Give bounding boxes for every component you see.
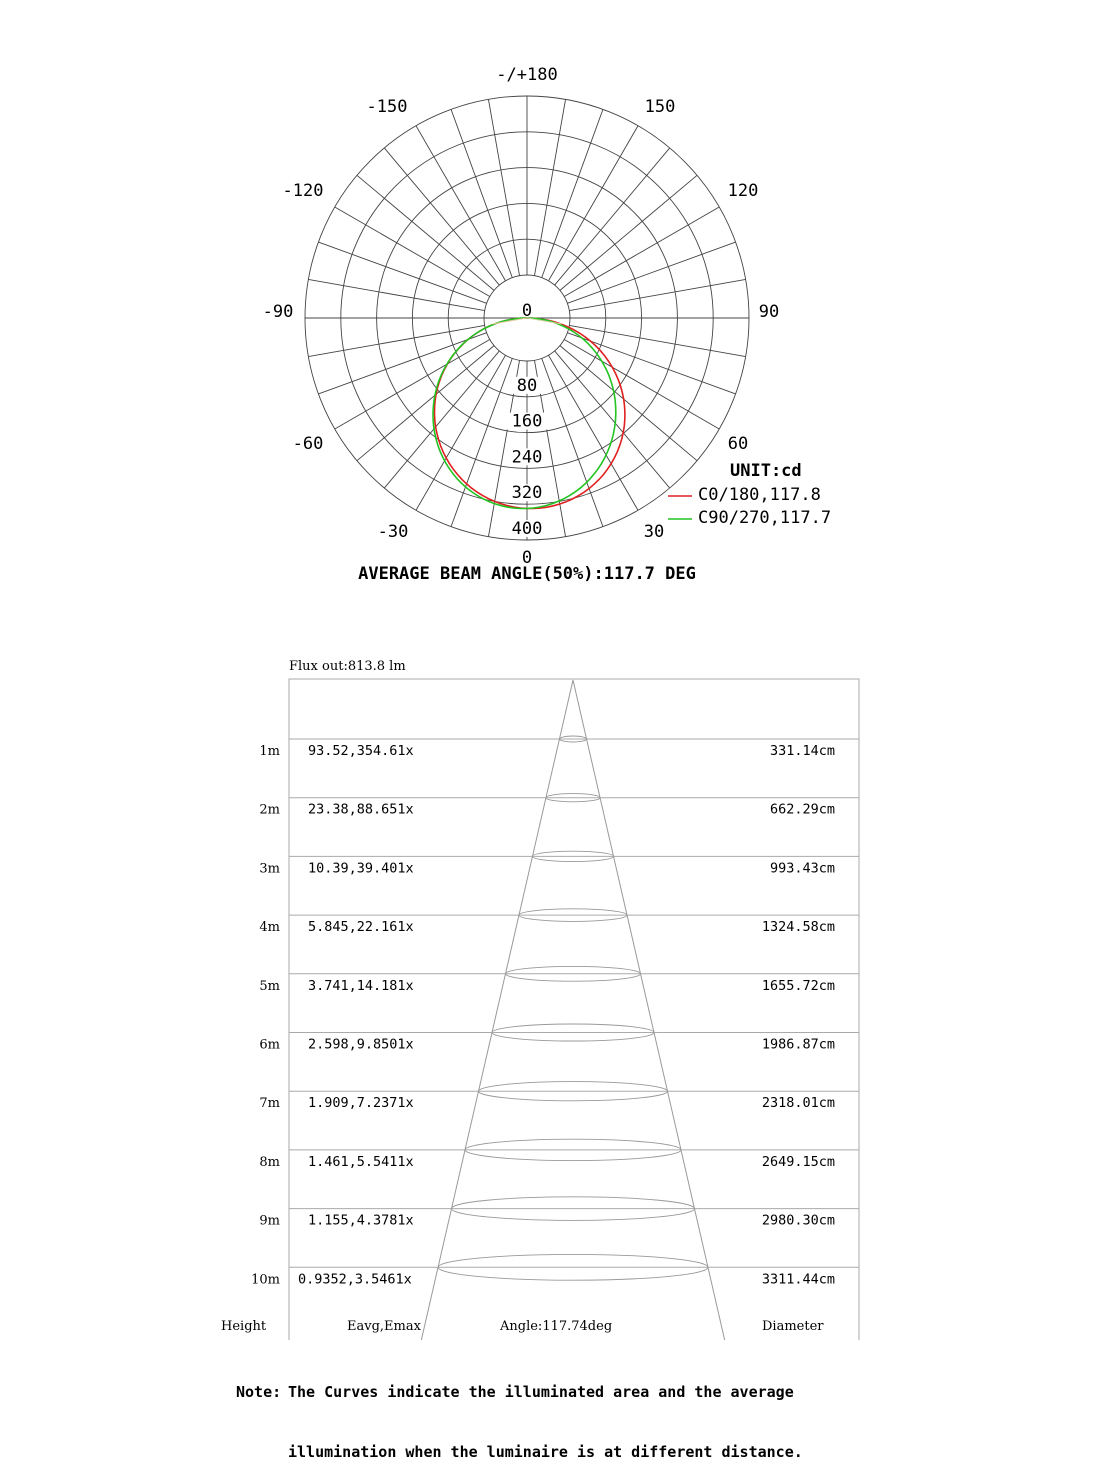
note-prefix: Note: [236, 1383, 282, 1401]
polar-spoke [555, 351, 670, 488]
polar-spoke [357, 175, 494, 290]
note [236, 1342, 803, 1482]
polar-spoke [560, 346, 697, 461]
polar-chart [0, 0, 1100, 640]
angle-label: 60 [727, 434, 749, 454]
angle-label: 0 [521, 301, 533, 321]
row-values: 3.741,14.181x [308, 977, 414, 994]
row-diameter: 1655.72cm [761, 977, 835, 994]
note-line1: The Curves indicate the illuminated area and the average [288, 1383, 794, 1401]
footer-height: Height [221, 1319, 267, 1334]
row-height: 4m [259, 920, 280, 936]
polar-spoke [534, 99, 565, 275]
radial-tick-label: 320 [511, 483, 543, 504]
polar-spoke [308, 325, 484, 356]
row-values: 1.461,5.5411x [308, 1153, 414, 1170]
angle-label: 150 [644, 97, 676, 117]
row-values: 23.38,88.651x [308, 801, 414, 818]
angle-label: -60 [292, 434, 324, 454]
row-height: 7m [259, 1096, 280, 1112]
polar-spoke [318, 242, 486, 303]
unit-label: UNIT:cd [730, 461, 802, 481]
polar-spoke [567, 333, 735, 394]
row-height: 6m [259, 1037, 280, 1053]
cone-shapes [289, 680, 859, 1340]
row-diameter: 2649.15cm [761, 1153, 835, 1170]
row-values: 5.845,22.161x [308, 919, 414, 936]
polar-spoke [384, 148, 499, 285]
angle-label: -30 [377, 522, 409, 542]
footer-diameter: Diameter [762, 1319, 824, 1334]
angle-label: 0 [521, 548, 533, 568]
polar-spoke [542, 358, 603, 526]
row-diameter: 1986.87cm [761, 1036, 835, 1053]
radial-tick-label: 160 [511, 411, 543, 432]
angle-label: 90 [758, 302, 780, 322]
polar-spoke [451, 109, 512, 277]
legend-label-c90: C90/270,117.7 [698, 508, 832, 528]
polar-spoke [308, 279, 484, 310]
note-line2: illumination when the luminaire is at different distance. [288, 1443, 803, 1461]
row-height: 9m [259, 1213, 280, 1229]
polar-spoke [384, 351, 499, 488]
row-height: 3m [259, 861, 280, 877]
row-values: 1.909,7.2371x [308, 1095, 414, 1112]
polar-spoke [567, 242, 735, 303]
radial-tick-label: 400 [511, 519, 543, 539]
row-height: 8m [259, 1154, 280, 1170]
polar-spoke [542, 109, 603, 277]
row-diameter: 2318.01cm [761, 1095, 835, 1112]
polar-spoke [488, 99, 519, 275]
flux-label: Flux out:813.8 lm [289, 659, 406, 674]
polar-spoke [357, 346, 494, 461]
polar-spoke [569, 279, 745, 310]
cone-chart [0, 640, 1100, 1340]
polar-spoke [560, 175, 697, 290]
footer-values: Eavg,Emax [347, 1319, 421, 1334]
polar-spoke [318, 333, 486, 394]
row-values: 1.155,4.3781x [308, 1212, 414, 1229]
row-diameter: 3311.44cm [761, 1271, 835, 1288]
row-diameter: 2980.30cm [761, 1212, 835, 1229]
angle-label: -/+180 [496, 65, 558, 85]
angle-label: -90 [262, 302, 294, 322]
angle-label: 120 [727, 181, 759, 201]
cone-rows [251, 743, 835, 1287]
row-diameter: 331.14cm [769, 743, 835, 759]
cone-edge-right [573, 680, 727, 1340]
polar-spoke [451, 358, 512, 526]
angle-label: 30 [643, 522, 665, 542]
cone-edge-left [419, 680, 573, 1340]
row-diameter: 993.43cm [769, 860, 835, 877]
row-height: 10m [251, 1272, 280, 1288]
table-frame [289, 679, 859, 1340]
beam-angle-caption: AVERAGE BEAM ANGLE(50%):117.7 DEG [358, 564, 696, 584]
radial-tick-label: 240 [511, 447, 543, 468]
row-values: 93.52,354.61x [308, 743, 414, 759]
angle-label: -120 [282, 181, 324, 201]
row-height: 5m [259, 978, 280, 994]
row-height: 1m [259, 744, 280, 759]
legend-label-c0: C0/180,117.8 [698, 485, 821, 505]
row-values: 0.9352,3.5461x [298, 1271, 412, 1288]
row-diameter: 1324.58cm [761, 919, 835, 936]
row-diameter: 662.29cm [769, 801, 835, 818]
angle-label: -150 [366, 97, 408, 117]
row-height: 2m [259, 802, 280, 818]
row-values: 2.598,9.8501x [308, 1036, 414, 1053]
footer-angle: Angle:117.74deg [500, 1319, 613, 1334]
polar-spoke [555, 148, 670, 285]
radial-tick-label: 80 [516, 375, 538, 396]
row-values: 10.39,39.401x [308, 860, 414, 877]
